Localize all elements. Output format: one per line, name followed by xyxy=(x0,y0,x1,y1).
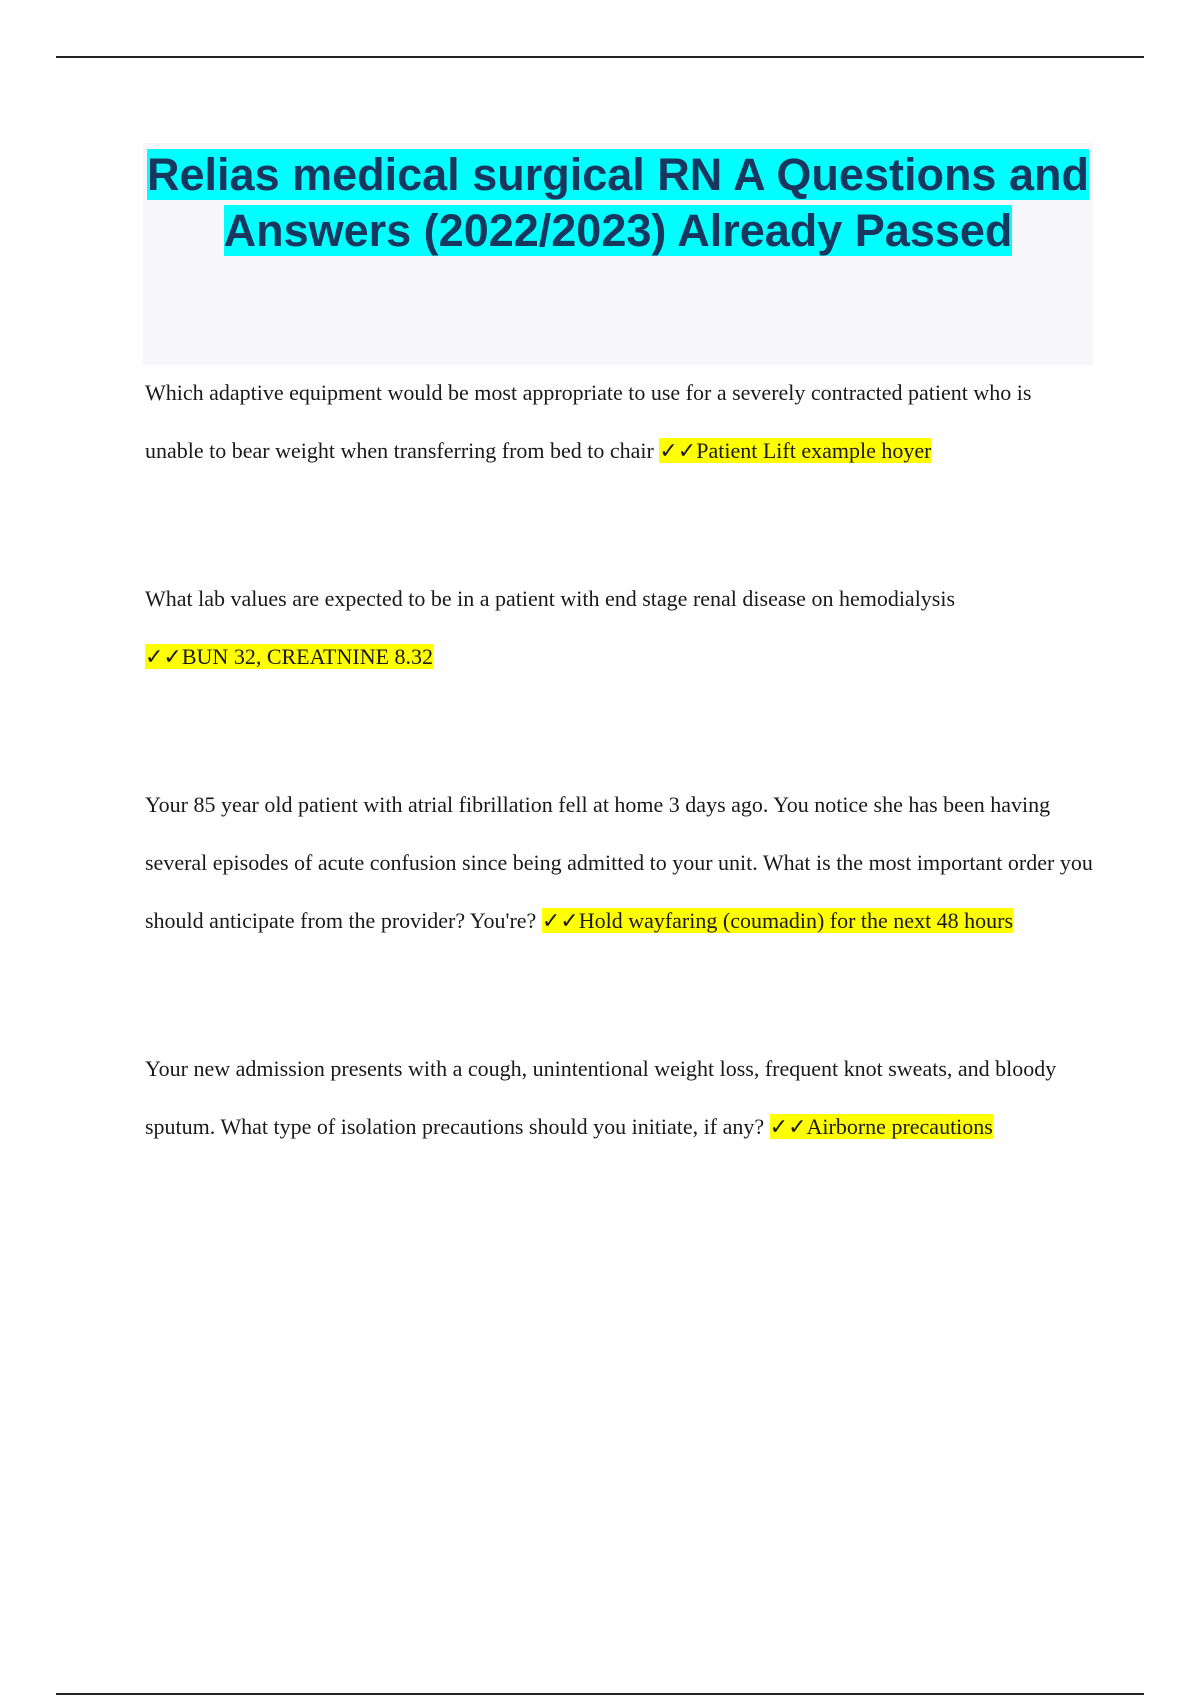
answer-highlight xyxy=(542,908,1013,933)
question-text: Your new admission presents with a cough, unintentional weight loss, frequent knot sweats, and bloody sputum. What type of isolation precautions should you initiate, if any? xyxy=(145,1056,1057,1139)
answer-highlight xyxy=(659,438,931,463)
check-mark-icon: ✓✓ xyxy=(659,438,697,463)
question-text: Which adaptive equipment would be most appropriate to use for a severely contracted patient who is unable to bear weight when transferring from bed to chair xyxy=(145,380,1032,463)
check-mark-icon: ✓✓ xyxy=(769,1114,807,1139)
answer-highlight xyxy=(770,1114,993,1139)
qa-item xyxy=(145,1040,1095,1156)
check-mark-icon: ✓✓ xyxy=(541,908,579,933)
qa-item xyxy=(145,776,1095,950)
document-title xyxy=(143,147,1093,259)
answer-text: BUN 32, CREATNINE 8.32 xyxy=(181,644,434,669)
top-rule xyxy=(56,56,1144,58)
answer-text: Patient Lift example hoyer xyxy=(696,438,932,463)
question-text: Your 85 year old patient with atrial fibrillation fell at home 3 days ago. You notice she has been having several episodes of acute confusion since being admitted to your unit. What is the most important order you should anticipate from the provider? You're? xyxy=(145,792,1093,933)
answer-highlight xyxy=(145,644,433,669)
question-text: What lab values are expected to be in a patient with end stage renal disease on hemodialysis xyxy=(145,586,956,611)
title-block xyxy=(143,143,1093,365)
answer-text: Hold wayfaring (coumadin) for the next 48 hours xyxy=(578,908,1014,933)
check-mark-icon: ✓✓ xyxy=(145,644,182,669)
document-title-text: Relias medical surgical RN A Questions and Answers (2022/2023) Already Passed xyxy=(147,149,1089,256)
bottom-rule xyxy=(56,1693,1144,1695)
qa-item xyxy=(145,570,1095,686)
qa-item xyxy=(145,364,1095,480)
qa-list xyxy=(145,364,1095,1156)
answer-text: Airborne precautions xyxy=(806,1114,993,1139)
